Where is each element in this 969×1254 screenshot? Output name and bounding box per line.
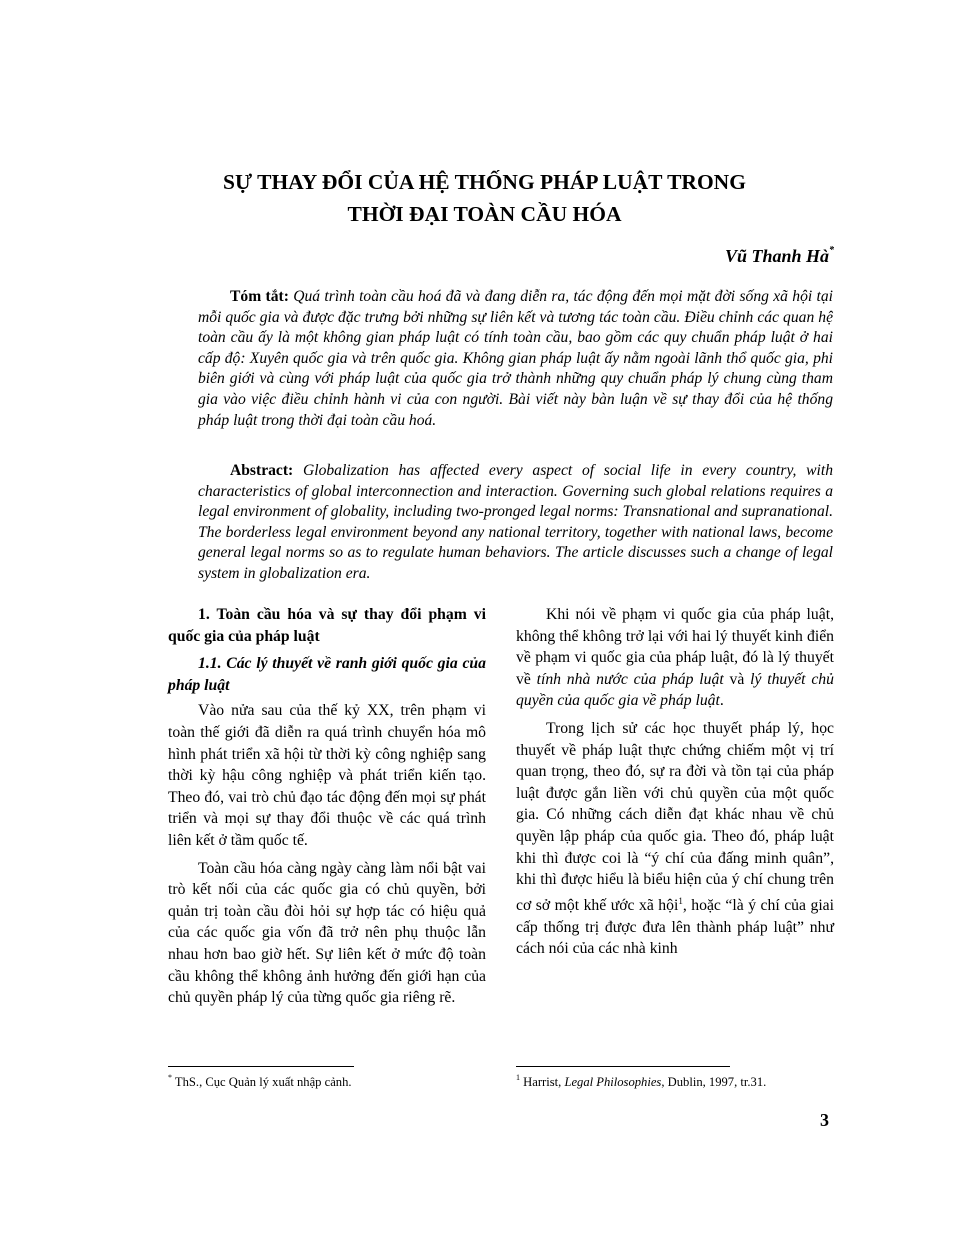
abstract-english — [198, 461, 833, 585]
abstract-vietnamese — [198, 287, 833, 431]
right-column — [516, 604, 834, 966]
left-paragraph-1: Vào nửa sau của thế kỷ XX, trên phạm vi toàn thế giới đã diễn ra quá trình chuyển hóa mô hình phát triển xã hội từ thời kỳ công nghiệp sang thời kỳ hậu công nghiệp và phát triển kiến tạo. Theo đó, vai trò chủ đạo tác động đến mọi sự phát triển và mọi sự thay đổi thuộc về các quá trình liên kết ở tầm quốc tế. — [168, 702, 486, 849]
page-number: 3 — [820, 1110, 829, 1130]
footnote-left-text: ThS., Cục Quản lý xuất nhập cảnh. — [174, 1075, 352, 1090]
abstract-en-label: Abstract: — [230, 462, 294, 479]
abstract-vi-text: Quá trình toàn cầu hoá đã và đang diễn ra, tác động đến mọi mặt đời sống xã hội tại mỗi quốc gia và được đặc trưng bởi những sự liên kết và tương tác toàn cầu. Điều chỉnh các quan hệ toàn cầu ấy là một không gian pháp luật có tính toàn cầu, bao gồm các quy chuẩn pháp luật ở hai cấp độ: Xuyên quốc gia và trên quốc gia. Không gian pháp luật ấy nằm ngoài lãnh thổ quốc gia, phi biên giới và cùng với pháp luật của quốc gia trở thành những quy chuẩn pháp lý chung cùng tham gia vào việc điều chỉnh hành vi của con người. Bài viết này bàn luận về sự thay đổi của hệ thống pháp luật trong thời đại toàn cầu hoá. — [198, 288, 834, 429]
right-p1-text-b: và — [723, 670, 751, 688]
left-column — [168, 604, 486, 1015]
right-p2-text-b: , hoặc “là ý chí của giai cấp thống trị được đưa lên thành pháp luật” như cách nói của các nhà kinh — [516, 896, 835, 958]
right-p2-text-a: Trong lịch sử các học thuyết pháp lý, học thuyết về pháp luật thực chứng chiếm một vị trí quan trọng, theo đó, sự ra đời và tồn tại của pháp luật được gắn liền với chủ quyền của một quốc gia. Có những cách diễn đạt khác nhau về chủ quyền lập pháp của quốc gia. Theo đó, pháp luật khi thì được coi là “ý chí của đấng minh quân”, khi thì được hiểu là biểu hiện của ý chí chung trên cơ sở một khế ước xã hội — [516, 719, 834, 914]
title-line-1: SỰ THAY ĐỔI CỦA HỆ THỐNG PHÁP LUẬT TRONG — [223, 170, 746, 194]
footnote-right-text-c: , Dublin, 1997, tr.31. — [661, 1075, 767, 1090]
footnote-rule-right — [516, 1066, 730, 1067]
section-heading: 1. Toàn cầu hóa và sự thay đổi phạm vi quốc gia của pháp luật — [168, 606, 486, 645]
right-paragraph-2 — [516, 718, 834, 960]
article-title — [0, 166, 969, 230]
footnote-right — [516, 1074, 766, 1090]
footnote-ref-1: 1 — [678, 895, 683, 906]
abstract-en-text: Globalization has affected every aspect of social life in every country, with characteristics of global interconnection and interaction. Governing such global relations requires a legal environment of globality, including two-pronged legal norms: Transnational and supranational. The borderless legal environment beyond any national territory, together with national laws, become general legal norms so as to regulate human behaviors. The article discusses such a change of legal system in globalization era. — [198, 462, 833, 582]
right-paragraph-1 — [516, 604, 834, 712]
right-p1-italic-b: lý thuyết chủ quyền của quốc gia về pháp luật — [516, 670, 834, 710]
title-line-2: THỜI ĐẠI TOÀN CẦU HÓA — [347, 202, 622, 226]
right-p1-italic-a: tính nhà nước của pháp luật — [536, 670, 724, 688]
right-p1-text-a: Khi nói về phạm vi quốc gia của pháp luật, không thể không trở lại với hai lý thuyết kinh điển về phạm vi quốc gia của pháp luật, đó là lý thuyết về — [516, 606, 834, 688]
footnote-right-mark: 1 — [516, 1073, 520, 1082]
footnote-right-italic: Legal Philosophies — [564, 1075, 662, 1090]
footnote-rule-left — [168, 1066, 354, 1067]
right-p1-text-c: . — [719, 692, 724, 710]
author-footnote-mark: * — [829, 245, 834, 256]
footnote-right-text-a: Harrist, — [523, 1075, 565, 1090]
subsection-heading: 1.1. Các lý thuyết về ranh giới quốc gia của pháp luật — [168, 655, 486, 694]
author-name: Vũ Thanh Hà — [724, 246, 829, 266]
footnote-left-mark: * — [168, 1073, 172, 1082]
abstract-vi-label: Tóm tắt: — [230, 288, 289, 305]
author — [725, 246, 834, 267]
left-paragraph-2: Toàn cầu hóa càng ngày càng làm nổi bật vai trò kết nối của các quốc gia có chủ quyền, bởi quản trị toàn cầu đòi hỏi sự hợp tác có hiệu quả của các quốc gia vốn đã trở nên phụ thuộc lẫn nhau hơn bao giờ hết. Sự liên kết ở mức độ toàn cầu không thể không ảnh hưởng đến giới hạn của chủ quyền pháp lý của từng quốc gia riêng rẽ. — [168, 859, 486, 1007]
footnote-left — [168, 1074, 352, 1090]
